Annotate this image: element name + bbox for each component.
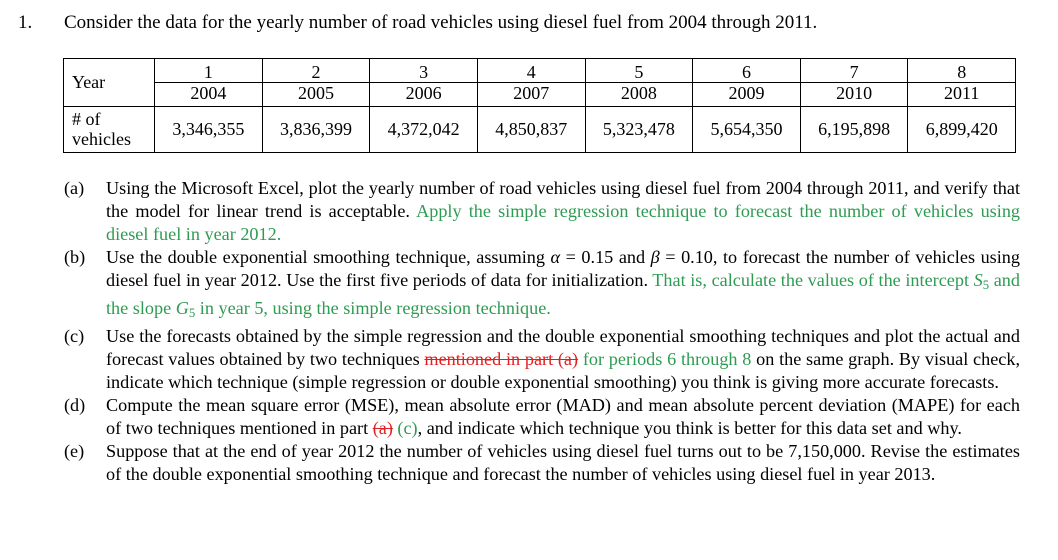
vehicle-data-table <box>63 58 1016 153</box>
year-cell: 1 2004 <box>155 59 263 107</box>
vehicles-cell: 6,195,898 <box>800 106 908 152</box>
part-label: (a) <box>64 178 85 198</box>
year-cell: 7 2010 <box>800 59 908 107</box>
part-label: (d) <box>64 395 86 416</box>
part-d: (d) Compute the mean square error (MSE), mean absolute error (MAD) and mean absolute percent deviation (MAPE) for each of two techniques mentioned in part (a) (c), and indicate which technique you think is better for this data set and why. <box>64 395 1020 439</box>
part-b: (b) Use the double exponential smoothing technique, assuming α = 0.15 and β = 0.10, to forecast the number of vehicles using diesel fuel in year 2012. Use the first five periods of data for initialization. That is, calculate the values of the intercept $S_5$ and the slope $G_5$ in year 5, using the simple regression technique. <box>64 247 1020 321</box>
part-label: (c) <box>64 326 85 347</box>
year-row <box>64 59 1016 107</box>
year-cell: 6 2009 <box>693 59 801 107</box>
year-cell: 2 2005 <box>262 59 370 107</box>
part-c: (c) Use the forecasts obtained by the simple regression and the double exponential smoothing techniques and plot the actual and forecast values obtained by two techniques mentioned in part (a) for periods 6 through 8 on the same graph. By visual check, indicate which technique (simple regression or double exponential smoothing) you think is giving more accurate forecasts. <box>64 326 1021 393</box>
vehicles-row <box>64 106 1016 152</box>
vehicles-cell: 4,372,042 <box>370 106 478 152</box>
part-a: (a) Using the Microsoft Excel, plot the yearly number of road vehicles using diesel fuel from 2004 through 2011, and verify that the model for linear trend is acceptable. Apply the simple regression technique to forecast the number of vehicles using diesel fuel in year 2012. <box>64 178 1021 244</box>
vehicles-cell: 6,899,420 <box>908 106 1016 152</box>
question-intro: Consider the data for the yearly number of road vehicles using diesel fuel from 2004 through 2011. <box>64 12 818 33</box>
year-cell: 8 2011 <box>908 59 1016 107</box>
vehicles-cell: 3,836,399 <box>262 106 370 152</box>
question-parts <box>64 177 1020 486</box>
vehicles-cell: 3,346,355 <box>155 106 263 152</box>
part-label: (b) <box>64 247 86 267</box>
year-cell: 5 2008 <box>585 59 693 107</box>
question-number: 1. <box>18 12 33 33</box>
year-cell: 4 2007 <box>477 59 585 107</box>
vehicles-cell: 5,323,478 <box>585 106 693 152</box>
strikethrough-text: mentioned in part (a) <box>424 349 579 370</box>
vehicles-header: # of vehicles <box>64 106 155 152</box>
vehicles-cell: 4,850,837 <box>477 106 585 152</box>
year-header: Year <box>64 59 155 107</box>
strikethrough-text: (a) <box>372 418 393 439</box>
part-label: (e) <box>64 441 85 462</box>
vehicles-cell: 5,654,350 <box>693 106 801 152</box>
part-e: (e) Suppose that at the end of year 2012 the number of vehicles using diesel fuel turns out to be 7,150,000. Revise the estimates of the double exponential smoothing technique and forecast the number of vehicles using diesel fuel in year 2013. <box>64 441 1020 485</box>
year-cell: 3 2006 <box>370 59 478 107</box>
